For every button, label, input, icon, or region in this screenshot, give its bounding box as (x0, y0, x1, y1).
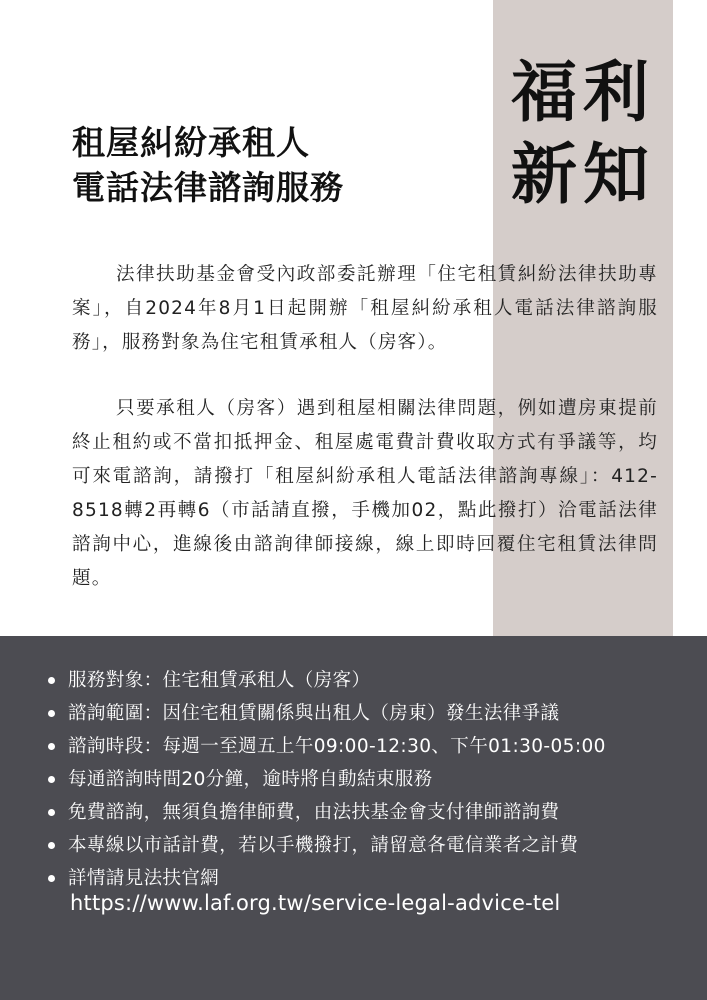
category-badge (493, 52, 673, 216)
info-item-scope: 諮詢範圍：因住宅租賃關係與出租人（房東）發生法律爭議 (46, 697, 696, 730)
title-line-1: 租屋糾紛承租人 (72, 123, 310, 162)
website-link[interactable]: https://www.laf.org.tw/service-legal-advice-tel (70, 891, 561, 915)
hotline-paragraph: 只要承租人（房客）遇到租屋相關法律問題，例如遭房東提前終止租約或不當扣抵押金、租屋處電費計費收取方式有爭議等，均可來電諮詢，請撥打「租屋糾紛承租人電話法律諮詢專線」：412-8518轉2再轉6（市話請直撥，手機加02，點此撥打）洽電話法律諮詢中心，進線後由諮詢律師接線，線上即時回覆住宅租賃法律問題。 (72, 398, 658, 589)
intro-paragraph: 法律扶助基金會受內政部委託辦理「住宅租賃糾紛法律扶助專案」，自2024年8月1日起開辦「租屋糾紛承租人電話法律諮詢服務」，服務對象為住宅租賃承租人（房客）。 (72, 264, 658, 353)
badge-line-2: 新知 (511, 136, 655, 213)
info-item-fee: 免費諮詢，無須負擔律師費，由法扶基金會支付律師諮詢費 (46, 796, 696, 829)
info-item-website: 詳情請見法扶官網 (46, 862, 696, 895)
info-list (46, 664, 696, 895)
badge-line-1: 福利 (511, 54, 655, 131)
page-title (72, 120, 492, 210)
info-item-billing: 本專線以市話計費，若以手機撥打，請留意各電信業者之計費 (46, 829, 696, 862)
info-item-target: 服務對象：住宅租賃承租人（房客） (46, 664, 696, 697)
info-item-hours: 諮詢時段：每週一至週五上午09:00-12:30、下午01:30-05:00 (46, 730, 696, 763)
info-panel (0, 636, 707, 1000)
title-line-2: 電話法律諮詢服務 (72, 168, 344, 207)
info-item-duration: 每通諮詢時間20分鐘，逾時將自動結束服務 (46, 763, 696, 796)
